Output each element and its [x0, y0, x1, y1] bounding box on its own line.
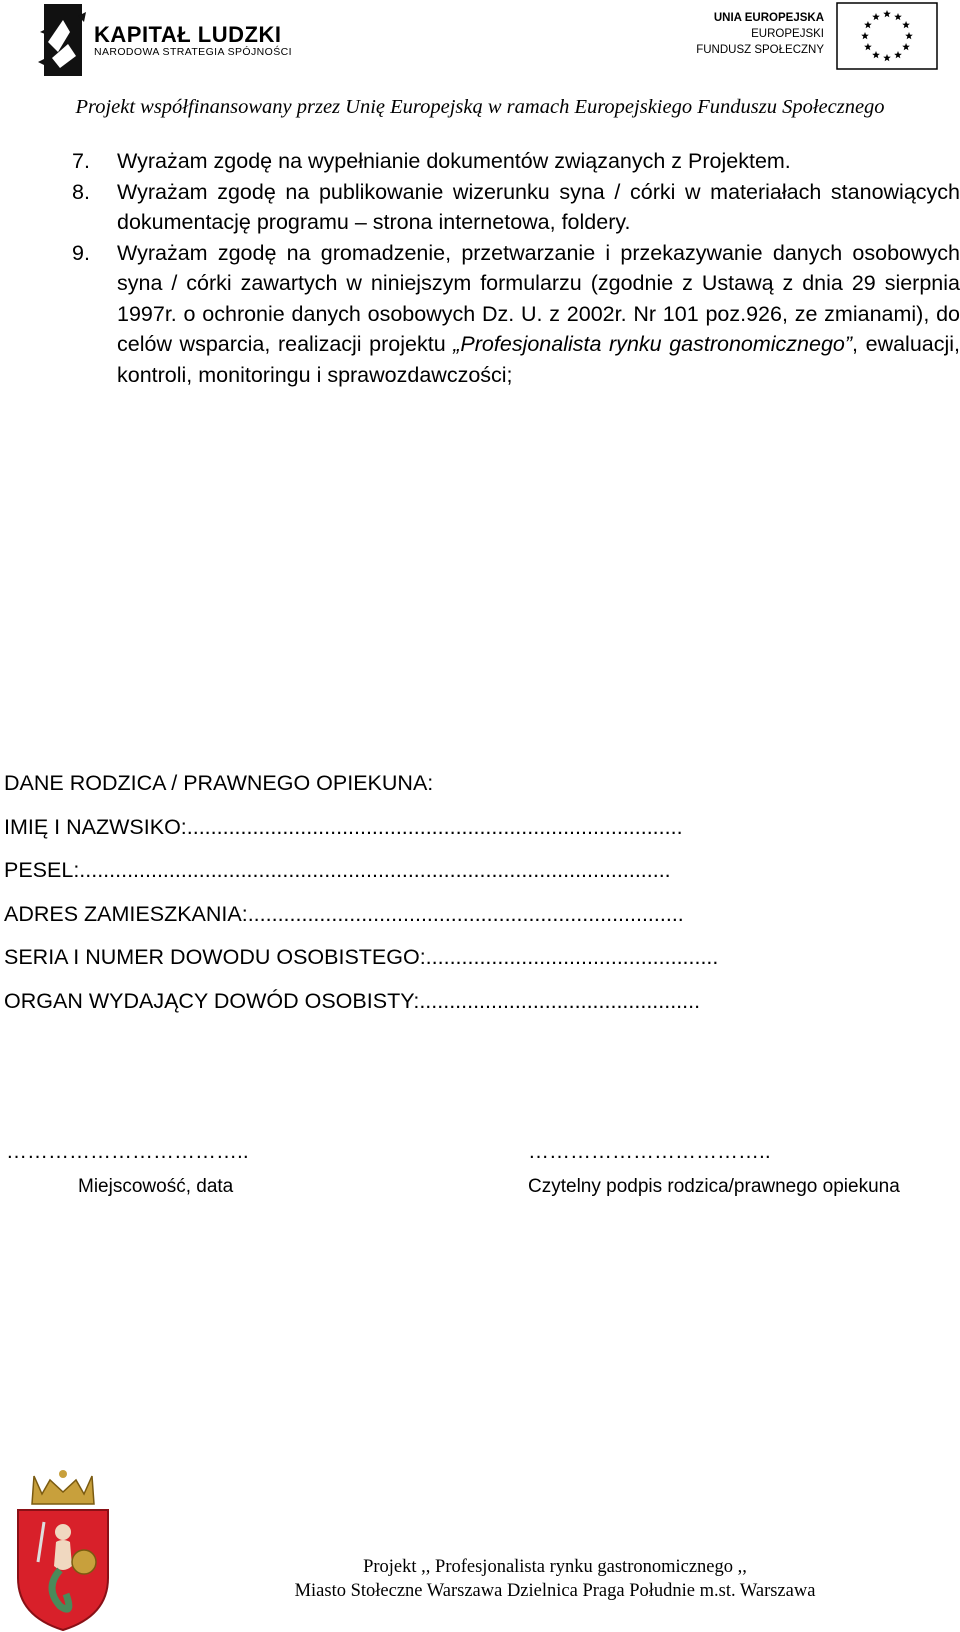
project-name: „Profesjonalista rynku gastronomicznego” — [453, 332, 853, 356]
kapital-ludzki-title: KAPITAŁ LUDZKI — [94, 22, 282, 47]
consent-list — [72, 146, 960, 390]
address-field[interactable]: ADRES ZAMIESZKANIA:......................................................................... — [4, 901, 684, 926]
eu-flag-icon — [836, 2, 938, 70]
place-date-line[interactable]: …………………………….. — [6, 1140, 249, 1163]
pesel-field[interactable]: PESEL:................................................................................................... — [4, 858, 671, 882]
footer — [160, 1555, 950, 1603]
id-number-field[interactable]: SERIA I NUMER DOWODU OSOBISTEGO:................................................. — [4, 945, 719, 969]
consent-text: Wyrażam zgodę na publikowanie wizerunku syna / córki w materiałach stanowiących dokumentację programu – strona internetowa, foldery. — [117, 179, 960, 234]
consent-item — [72, 177, 960, 238]
eu-logo-line3: FUNDUSZ SPOŁECZNY — [696, 44, 824, 56]
place-date-label: Miejscowość, data — [78, 1176, 234, 1197]
eu-logo-text — [686, 10, 824, 58]
consent-text — [117, 238, 960, 391]
consent-item — [72, 238, 960, 391]
eu-logo-line2: EUROPEJSKI — [751, 28, 824, 40]
consent-number: 7. — [72, 149, 90, 173]
signature-line[interactable]: …………………………….. — [528, 1140, 771, 1163]
signature-label: Czytelny podpis rodzica/prawnego opiekuna — [528, 1176, 900, 1197]
parent-data-section — [4, 762, 960, 1023]
parent-section-heading: DANE RODZICA / PRAWNEGO OPIEKUNA: — [4, 771, 434, 795]
consent-text-part: , ewaluacji, kontroli, monitoringu i sprawozdawczości; — [117, 332, 960, 387]
footer-project-name: Projekt ,, Profesjonalista rynku gastronomicznego ,, — [363, 1557, 747, 1577]
name-field[interactable]: IMIĘ I NAZWSIKO:................................................................................... — [4, 814, 683, 839]
consent-text-part: Wyrażam zgodę na gromadzenie, przetwarzanie i przekazywanie danych osobowych syna / córki zawartych w niniejszym formularzu (zgodnie z Ustawą z dnia 29 sierpnia 1997r. o ochronie danych osobowych Dz. U. z 2002r. Nr 101 poz.926, ze zmianami), do celów wsparcia, realizacji projektu — [117, 240, 960, 356]
consent-number: 9. — [72, 240, 90, 265]
eu-logo-line1: UNIA EUROPEJSKA — [713, 12, 824, 24]
consent-number: 8. — [72, 179, 90, 204]
id-issuer-field[interactable]: ORGAN WYDAJĄCY DOWÓD OSOBISTY:............................................... — [4, 988, 701, 1013]
warsaw-crest-icon — [4, 1466, 122, 1632]
funding-statement: Projekt współfinansowany przez Unię Europejską w ramach Europejskiego Funduszu Społecznego — [75, 96, 885, 118]
kapital-ludzki-logo-icon — [38, 2, 88, 78]
consent-text: Wyrażam zgodę na wypełnianie dokumentów związanych z Projektem. — [117, 149, 791, 173]
consent-item — [72, 146, 960, 177]
footer-district: Miasto Stołeczne Warszawa Dzielnica Praga Południe m.st. Warszawa — [294, 1581, 816, 1601]
kapital-ludzki-subtitle: NARODOWA STRATEGIA SPÓJNOŚCI — [94, 46, 292, 58]
